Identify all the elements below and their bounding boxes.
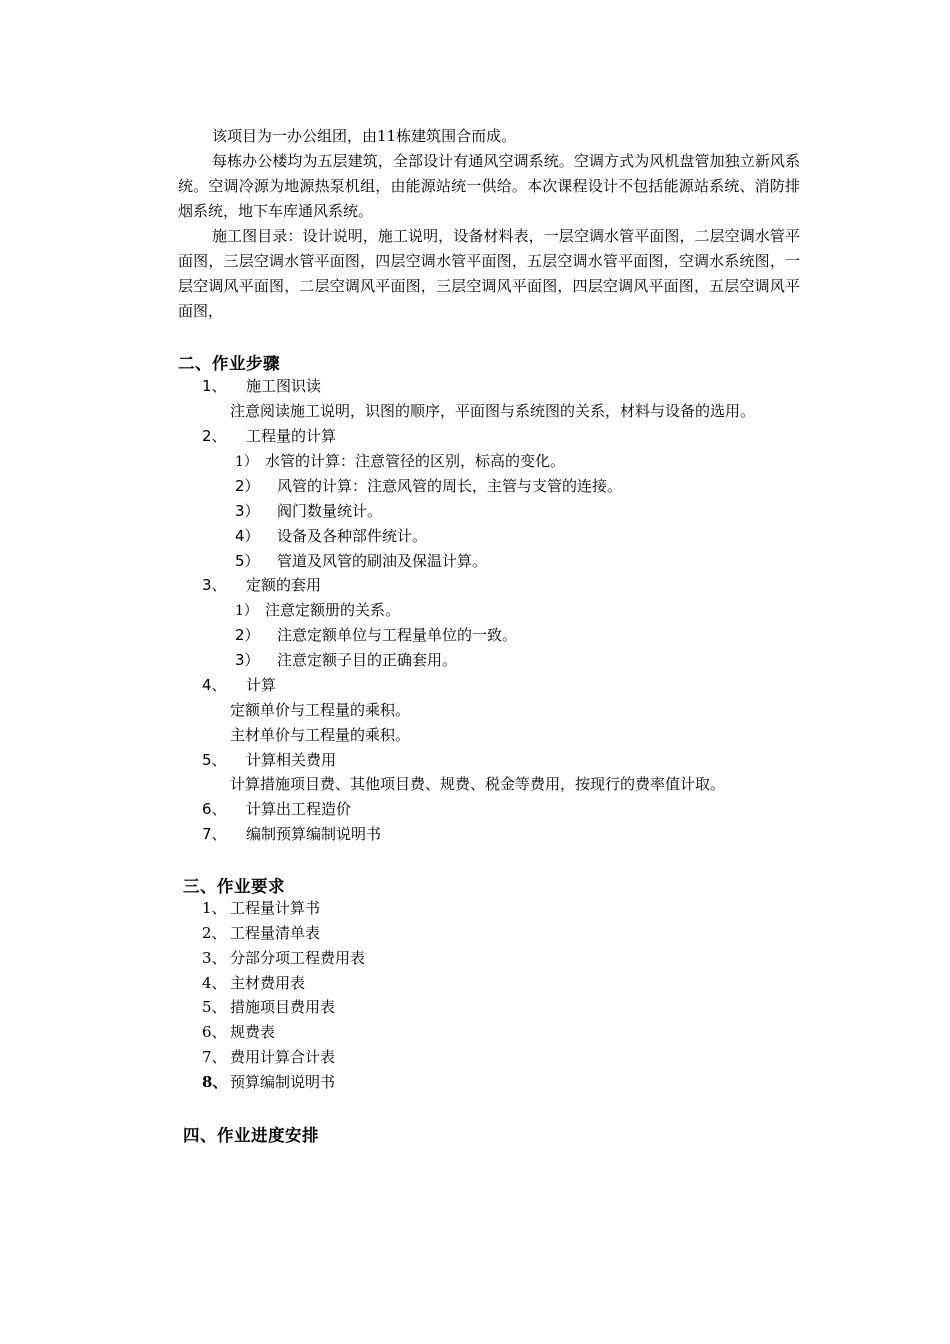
step-number: 6、 bbox=[202, 800, 227, 818]
sub-number: 2） bbox=[235, 626, 260, 644]
step-5 bbox=[202, 750, 336, 770]
step-4-note-1: 定额单价与工程量的乘积。 bbox=[230, 701, 411, 719]
step-number: 3、 bbox=[202, 576, 227, 594]
step-number: 1、 bbox=[202, 377, 227, 395]
step-4 bbox=[202, 675, 276, 695]
item-label: 预算编制说明书 bbox=[230, 1073, 336, 1091]
requirement-6 bbox=[202, 1022, 275, 1042]
step-number: 4、 bbox=[202, 676, 227, 694]
step-2 bbox=[202, 426, 336, 446]
sub-label: 注意定额册的关系。 bbox=[265, 601, 401, 619]
sub-number: 5） bbox=[235, 552, 260, 570]
item-label: 工程量清单表 bbox=[230, 924, 321, 942]
step-label: 计算出工程造价 bbox=[246, 800, 352, 818]
step-2-sub-5 bbox=[235, 551, 487, 571]
section-2-heading: 二、作业步骤 bbox=[178, 354, 280, 373]
item-number: 5、 bbox=[202, 998, 227, 1016]
sub-number: 3） bbox=[235, 502, 260, 520]
step-6 bbox=[202, 799, 351, 819]
sub-label: 设备及各种部件统计。 bbox=[277, 527, 428, 545]
drawing-list-paragraph: 施工图目录：设计说明，施工说明，设备材料表，一层空调水管平面图，二层空调水管平面图，三层空调水管平面图，四层空调水管平面图，五层空调水管平面图，空调水系统图，一层空调风平面图，二层空调风平面图，三层空调风平面图，四层空调风平面图，五层空调风平面图， bbox=[178, 227, 800, 320]
step-1-note: 注意阅读施工说明，识图的顺序，平面图与系统图的关系，材料与设备的选用。 bbox=[230, 402, 756, 420]
item-label: 费用计算合计表 bbox=[230, 1048, 336, 1066]
item-number: 7、 bbox=[202, 1048, 227, 1066]
intro-paragraph-1: 该项目为一办公组团，由11栋建筑围合而成。 bbox=[212, 127, 517, 145]
item-label: 措施项目费用表 bbox=[230, 998, 336, 1016]
requirement-3 bbox=[202, 948, 365, 968]
item-number: 6、 bbox=[202, 1023, 227, 1041]
step-number: 7、 bbox=[202, 825, 227, 843]
item-number: 8、 bbox=[202, 1073, 228, 1091]
intro-paragraph-2: 每栋办公楼均为五层建筑，全部设计有通风空调系统。空调方式为风机盘管加独立新风系统。空调冷源为地源热泵机组，由能源站统一供给。本次课程设计不包括能源站系统、消防排烟系统，地下车库通风系统。 bbox=[178, 152, 800, 220]
step-number: 2、 bbox=[202, 427, 227, 445]
step-2-sub-3 bbox=[235, 501, 382, 521]
sub-number: 2） bbox=[235, 477, 260, 495]
sub-number: 1） bbox=[235, 603, 258, 619]
item-label: 工程量计算书 bbox=[230, 899, 321, 917]
step-3-sub-1 bbox=[235, 600, 400, 621]
step-2-sub-2 bbox=[235, 476, 622, 496]
item-number: 3、 bbox=[202, 949, 227, 967]
step-label: 工程量的计算 bbox=[246, 427, 337, 445]
step-label: 编制预算编制说明书 bbox=[246, 825, 382, 843]
step-label: 施工图识读 bbox=[246, 377, 322, 395]
step-label: 计算相关费用 bbox=[246, 751, 337, 769]
sub-label: 注意定额单位与工程量单位的一致。 bbox=[277, 626, 518, 644]
step-2-sub-1 bbox=[235, 451, 565, 472]
step-label: 计算 bbox=[246, 676, 277, 694]
item-number: 1、 bbox=[202, 899, 227, 917]
requirement-2 bbox=[202, 923, 320, 943]
step-number: 5、 bbox=[202, 751, 227, 769]
item-label: 规费表 bbox=[230, 1023, 276, 1041]
section-4-heading: 四、作业进度安排 bbox=[183, 1126, 319, 1145]
sub-number: 1） bbox=[235, 454, 258, 470]
item-label: 分部分项工程费用表 bbox=[230, 949, 366, 967]
sub-number: 3） bbox=[235, 651, 260, 669]
sub-label: 水管的计算：注意管径的区别，标高的变化。 bbox=[265, 452, 566, 470]
step-1 bbox=[202, 376, 321, 396]
sub-label: 注意定额子目的正确套用。 bbox=[277, 651, 458, 669]
sub-label: 风管的计算：注意风管的周长，主管与支管的连接。 bbox=[277, 477, 623, 495]
requirement-1 bbox=[202, 898, 320, 918]
requirement-7 bbox=[202, 1047, 335, 1067]
requirement-8 bbox=[202, 1072, 335, 1092]
step-5-note: 计算措施项目费、其他项目费、规费、税金等费用，按现行的费率值计取。 bbox=[230, 775, 726, 793]
section-3-heading: 三、作业要求 bbox=[183, 877, 285, 896]
sub-number: 4） bbox=[235, 527, 260, 545]
requirement-5 bbox=[202, 997, 335, 1017]
step-2-sub-4 bbox=[235, 526, 427, 546]
item-number: 4、 bbox=[202, 974, 227, 992]
sub-label: 阀门数量统计。 bbox=[277, 502, 383, 520]
step-4-note-2: 主材单价与工程量的乘积。 bbox=[230, 726, 411, 744]
step-3-sub-2 bbox=[235, 625, 517, 645]
step-3 bbox=[202, 575, 321, 595]
sub-label: 管道及风管的刷油及保温计算。 bbox=[277, 552, 488, 570]
step-7 bbox=[202, 824, 381, 844]
step-label: 定额的套用 bbox=[246, 576, 322, 594]
step-3-sub-3 bbox=[235, 650, 457, 670]
item-number: 2、 bbox=[202, 924, 227, 942]
item-label: 主材费用表 bbox=[230, 974, 306, 992]
requirement-4 bbox=[202, 973, 305, 993]
